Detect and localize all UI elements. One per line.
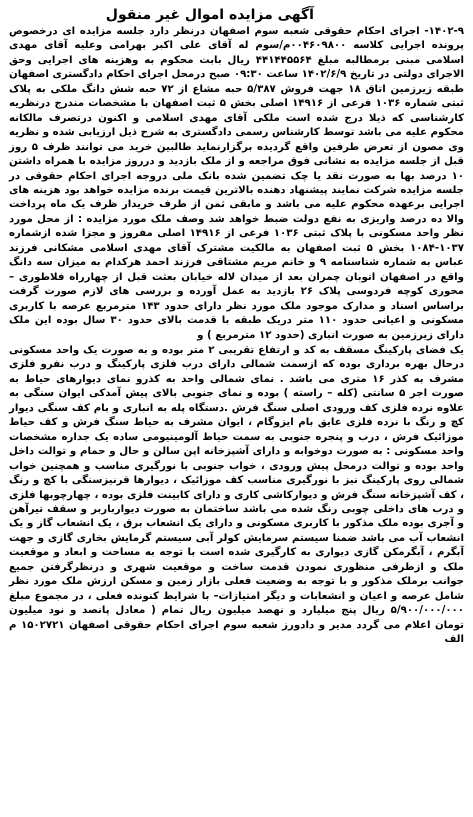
notice-paragraph-1: ۱۴۰۲-۹- اجرای احکام حقوقی شعبه سوم اصفهان درنظر دارد جلسه مزایده ای درخصوص پرونده اجرایی کلاسه ۰۰۴۶۰۹۸۰۰م/سوم له آقای علی اکبر بهرامی وعلیه آقای مهدی اسلامی مبنی برمطالبه مبلغ ۴۴۱۴۴۵۵۶۴ ریال بابت محکوم به وهزینه های اجرایی وحق الاجرای دولتی در تاریخ ۱۴۰۲/۶/۹ ساعت ۰۹:۳۰ صبح درمحل اجرای احکام دادگستری اصفهان طبقه زیرزمین اتاق ۱۸ جهت فروش ۵/۳۸۷ حبه مشاع از ۷۲ حبه شش دانگ ملکی به پلاک ثبتی شماره ۱۰۳۶ فرعی از ۱۴۹۱۶ اصلی بخش ۵ ثبت اصفهان با مشخصات مندرج درنظریه کارشناسی که ذیلا درج شده است ملکی آقای مهدی اسلامی و اکنون درتصرف مالکانه محکوم علیه می باشد توسط کارشناس رسمی دادگستری به شرح ذیل ارزیابی شده و نظریه وی مصون از تعرض طرفین واقع گردیده برگزارنماید طالبین خرید می توانند ظرف ۵ روز قبل از جلسه مزایده به نشانی فوق مراجعه و از ملک بازدید و درروز مزایده با همراه داشتن ۱۰ درصد بها به صورت نقد یا چک تضمین شده بانک ملی دروجه اجرای احکام حقوقی در جلسه مزایده شرکت نمایند پیشنهاد دهنده بالاترین قیمت برنده مزایده خواهد بود هزینه های اجرایی برعهده محکوم علیه می باشد و مابقی ثمن از طرف خریدار ظرف یک ماه پرداخت والا ده درصد واریزی به نفع دولت ضبط خواهد شد وصف ملک مورد مزایده : از محل مورد نظر واحد مسکونی با پلاک ثبتی ۱۰۳۶ فرعی از ۱۴۹۱۶ اصلی مفروز و مجزا شده ازشماره ۱۰۳۷-۱۰۸۴ بخش ۵ ثبت اصفهان به مالکیت مشترک آقای مهدی اسلامی مشکانی فرزند عباس به شماره شناسنامه ۹ و خانم مریم مشتاقی فرزند احمد هرکدام به میزان سه دانگ واقع در اصفهان اتوبان چمران بعد از میدان لاله خیابان بعثت قبل از چهارراه فلاطوری – محوری کوچه فردوسی پلاک ۲۶ بازدید به عمل آورده و بررسی های لازم صورت گرفت براساس اسناد و مدارک موجود ملک مورد نظر دارای حدود ۱۴۳ مترمربع عرصه با کاربری مسکونی و اعیانی حدود ۱۱۰ متر دریک طبقه با قدمت بالای حدود ۳۰ سال بوده این ملک دارای زیرزمین به صورت انباری (حدود ۱۲ مترمربع ) و xyxy=(9,26,465,341)
notice-paragraph-2: یک فضای پارکینگ مسقف به کد و ارتفاع تقریبی ۲ متر بوده و به صورت یک واحد مسکونی درحال بهره برداری بوده که ازسمت شمالی دارای درب فلزی پارکینگ و درب نفرو فلزی مشرف به کذر ۱۶ متری می باشد . نمای شمالی واحد به کذرو نمای دیوارهای حیاط به صورت اجر ۵ سانتی (کله – راسته ) بوده و نمای جنوبی بالای پیش آمدکی ایوان سنگی به علاوه نرده فلزی کف ورودی اصلی سنگ فرش .دستگاه پله به انباری و بام کف سنگی دیوار کچ و رنگ با نرده فلزی عایق بام ایزوگام ، ایوان مشرف به حیاط سنگ فرش و کف حیاط موزائیک فرش ، درب و پنجره جنوبی به سمت حیاط آلومینیومی ساده یک جداره مشخصات واحد مسکونی : به صورت دوخوابه و دارای آشپزخانه اپن سالن و حال و حمام و توالت داخل واحد بوده و توالت درمحل پیش ورودی ، خواب جنوبی با نورگیری مناسب و همچنین خواب شمالی روی پارکینگ نیز با نورگیری مناسب کف موزائیک ، دیوارها قرنیزسنگی با کچ و رنگ ، کف آشپزخانه سنگ فرش و دیوارکاشی کاری و دارای کابینت فلزی بوده ، چهارچوبها فلزی و درب های داخلی چوبی رنگ شده می باشد ساختمان به صورت دیوارباربر و سقف تیرآهن و آجری بوده ملک مذکور با کاربری مسکونی و دارای یک انشعاب برق ، یک انشعاب گاز و یک انشعاب آب می باشد ضمنا سیستم سرمایش کولر آبی سیستم گرمایش بخاری گازی و جهت آبگرم ، آبگرمکن گازی دیواری به کارگیری شده است با توجه به مساحت و ابعاد و موقعیت ملک و ازطرفی منظوری نمودن قدمت ساخت و موقعیت شهری و درنظرگرفتن جمیع جوانب برملک مذکور و با توجه به وضعیت فعلی بازار زمین و مسکن ارزش ملک مورد نظر شامل عرصه و اعیان و انشعابات و دیگر امتیازات– با شرایط کنونده فعلی ، در مجموع مبلغ ۵/۹۰۰/۰۰۰/۰۰۰ ریال پنج میلیارد و نهصد میلیون ریال تمام ( معادل پانصد و نود میلیون تومان اعلام می گردد مدیر و دادورز شعبه سوم اجرای احکام حقوقی اصفهان ۱۵۰۲۷۲۱ م الف xyxy=(9,344,465,646)
notice-title: آگهی مزایده اموال غیر منقول xyxy=(105,7,314,23)
